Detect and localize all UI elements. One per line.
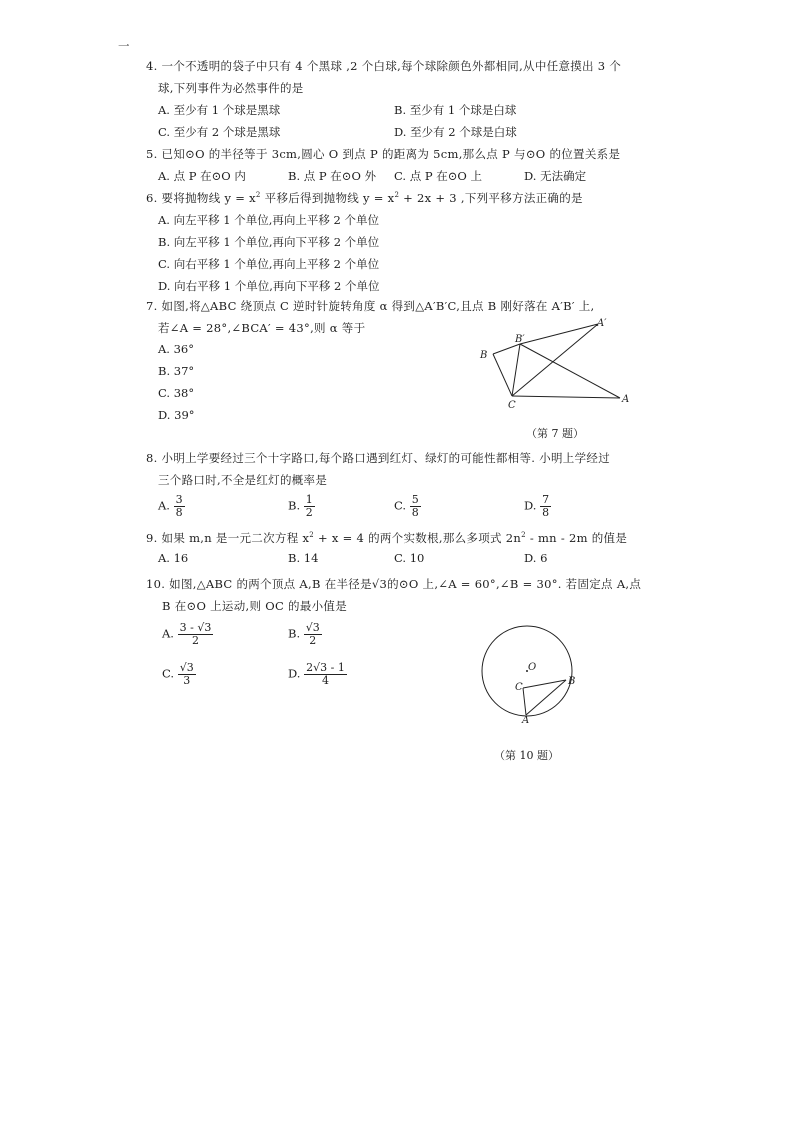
q7-segment-ca (512, 396, 620, 398)
q6-option-d: D. 向右平移 1 个单位,再向下平移 2 个单位 (158, 279, 380, 293)
q9-option-c: C. 10 (394, 551, 425, 565)
q7-label-a: A (622, 394, 630, 405)
q7-triangle-figure (470, 310, 640, 410)
q10-figure-caption: （第 10 题） (494, 749, 559, 762)
q6-option-c: C. 向右平移 1 个单位,再向上平移 2 个单位 (158, 257, 380, 271)
q9-stem-line1: 9. 如果 m,n 是一元二次方程 $x^2 + x = 4$ 的两个实数根,那么多项式 $2n^2$ - mn - 2m 的值是 (146, 531, 628, 545)
corner-mark: 一 (118, 39, 130, 53)
q5-option-b: B. 点 P 在⊙O 外 (288, 169, 377, 183)
q10-segment-ab (526, 680, 566, 715)
q7-segment-bc (493, 354, 512, 396)
q10-option-a: A. $\frac{3 - √3}{2}$ (162, 621, 212, 648)
q4-option-b: B. 至少有 1 个球是白球 (394, 103, 517, 117)
q8-stem-line2: 三个路口时,不全是红灯的概率是 (158, 473, 328, 487)
q7-segment-bpa (520, 344, 620, 398)
q10-label-b: B (568, 676, 576, 687)
q7-option-d: D. 39° (158, 408, 195, 422)
q7-stem-line1: 7. 如图,将△ABC 绕顶点 C 逆时针旋转角度 α 得到△A′B′C,且点 B 刚好落在 A′B′ 上, (146, 299, 595, 313)
q8-option-c: C. $\frac{5}{8}$ (394, 493, 419, 520)
q4-stem-line2: 球,下列事件为必然事件的是 (158, 81, 304, 95)
q5-option-d: D. 无法确定 (524, 169, 587, 183)
q7-label-aprime: A′ (597, 318, 607, 329)
q10-option-b: B. $\frac{√3}{2}$ (288, 621, 320, 648)
q8-stem-line1: 8. 小明上学要经过三个十字路口,每个路口遇到红灯、绿灯的可能性都相等. 小明上学经过 (146, 451, 610, 465)
q10-label-o: O (528, 662, 537, 673)
q9-option-b: B. 14 (288, 551, 319, 565)
q9-option-d: D. 6 (524, 551, 548, 565)
q7-option-b: B. 37° (158, 364, 195, 378)
q10-circle-figure (476, 622, 586, 724)
q5-option-c: C. 点 P 在⊙O 上 (394, 169, 482, 183)
q7-figure-caption: （第 7 题） (526, 427, 584, 440)
q8-option-b: B. $\frac{1}{2}$ (288, 493, 313, 520)
q4-option-c: C. 至少有 2 个球是黑球 (158, 125, 281, 139)
q6-option-b: B. 向左平移 1 个单位,再向下平移 2 个单位 (158, 235, 380, 249)
q7-stem-line2: 若∠A = 28°,∠BCA′ = 43°,则 α 等于 (158, 321, 366, 335)
q10-label-a: A (522, 715, 530, 724)
q4-option-d: D. 至少有 2 个球是白球 (394, 125, 517, 139)
q9-option-a: A. 16 (158, 551, 189, 565)
q6-option-a: A. 向左平移 1 个单位,再向上平移 2 个单位 (158, 213, 380, 227)
q7-segment-bbp (493, 344, 520, 354)
q4-stem-line1: 4. 一个不透明的袋子中只有 4 个黑球 ,2 个白球,每个球除颜色外都相同,从中任意摸出 3 个 (146, 59, 622, 73)
q7-label-b: B (480, 350, 488, 361)
q6-stem-line1: 6. 要将抛物线 $y = x^2$ 平移后得到抛物线 $y = x^2 + 2x + 3$ ,下列平移方法正确的是 (146, 191, 583, 205)
q10-segment-cb (523, 680, 566, 688)
q8-option-d: D. $\frac{7}{8}$ (524, 493, 550, 520)
q10-label-c: C (515, 682, 523, 693)
q7-option-a: A. 36° (158, 342, 194, 356)
q7-label-bprime: B′ (515, 334, 525, 345)
q10-option-d: D. $\frac{2√3 - 1}{4}$ (288, 661, 345, 688)
q8-option-a: A. $\frac{3}{8}$ (158, 493, 183, 520)
q4-option-a: A. 至少有 1 个球是黑球 (158, 103, 281, 117)
q10-stem-line1: 10. 如图,△ABC 的两个顶点 A,B 在半径是√3的⊙O 上,∠A = 60°,∠B = 30°. 若固定点 A,点 (146, 577, 642, 591)
q7-option-c: C. 38° (158, 386, 195, 400)
q5-stem-line1: 5. 已知⊙O 的半径等于 3cm,圆心 O 到点 P 的距离为 5cm,那么点 P 与⊙O 的位置关系是 (146, 147, 621, 161)
q7-segment-bpc (512, 344, 520, 396)
q5-option-a: A. 点 P 在⊙O 内 (158, 169, 246, 183)
q7-label-c: C (508, 400, 516, 410)
q10-option-c: C. $\frac{√3}{3}$ (162, 661, 194, 688)
q10-segment-ac (523, 688, 526, 715)
q10-stem-line2: B 在⊙O 上运动,则 OC 的最小值是 (162, 599, 348, 613)
